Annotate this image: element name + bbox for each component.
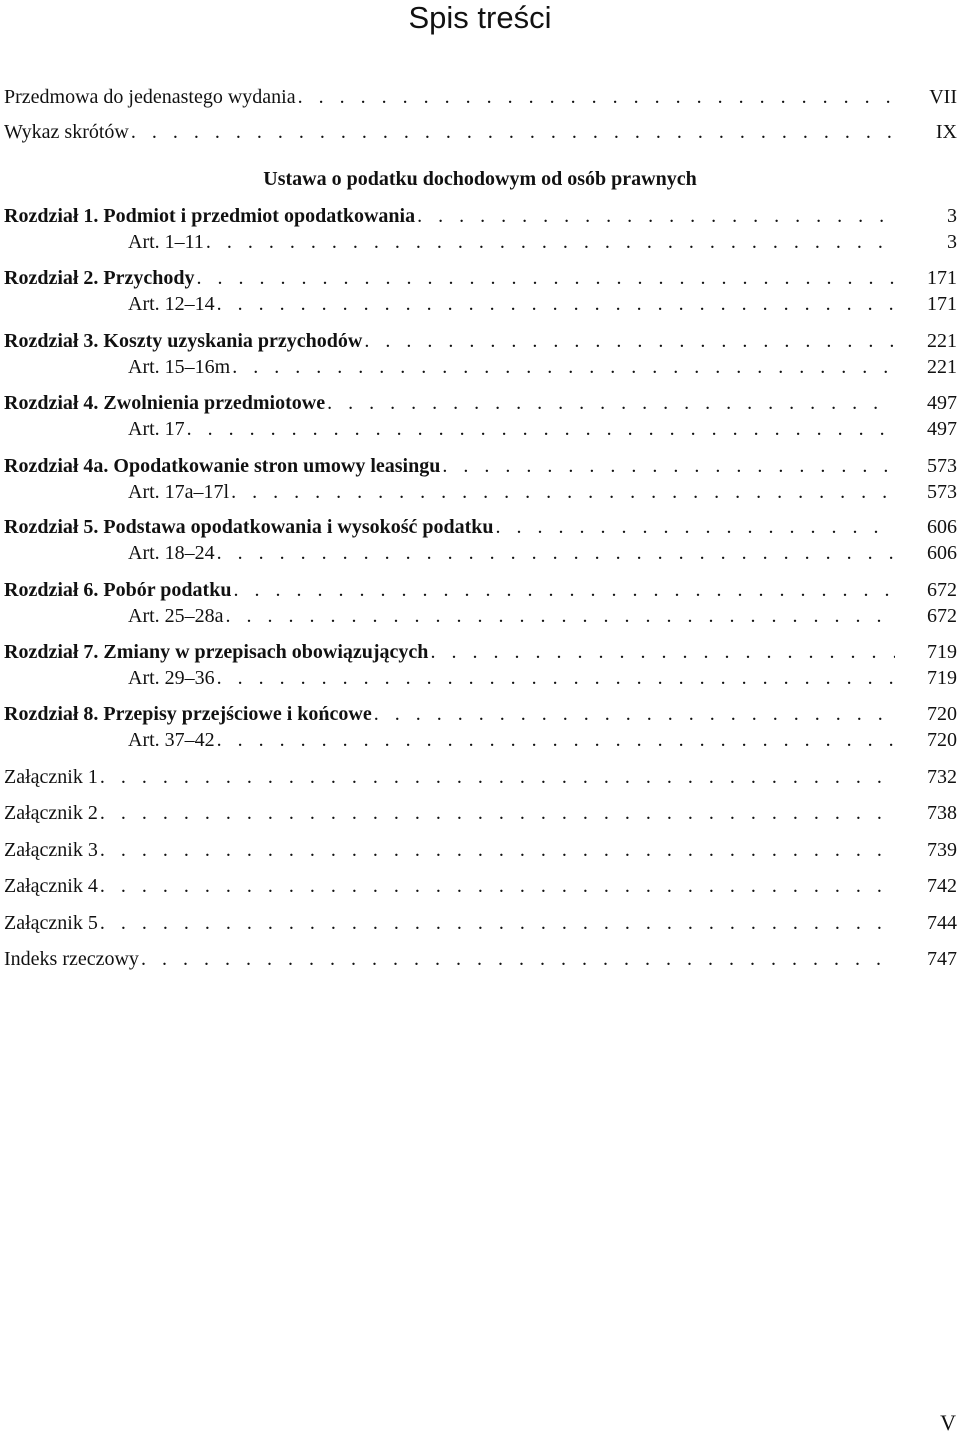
toc-entry-articles-8[interactable]	[128, 727, 957, 753]
toc-entry-chapter-6[interactable]	[4, 577, 957, 603]
toc-entry-label: Przedmowa do jedenastego wydania	[4, 86, 296, 108]
page-title: Spis treści	[408, 0, 552, 35]
toc-entry-abbreviations[interactable]	[4, 119, 957, 145]
toc-entry-label: Załącznik 3	[4, 839, 98, 861]
dot-leader	[215, 665, 895, 691]
toc-entry-chapter-5[interactable]	[4, 514, 957, 540]
dot-leader	[185, 416, 895, 442]
toc-entry-label: Art. 17a–17l	[128, 481, 230, 503]
toc-entry-chapter-7[interactable]	[4, 639, 957, 665]
toc-entry-label: Art. 17	[128, 418, 185, 440]
toc-entry-label: Rozdział 4. Zwolnienia przedmiotowe	[4, 392, 326, 414]
toc-page-number: 606	[927, 542, 957, 564]
dot-leader	[494, 514, 895, 540]
dot-leader	[231, 577, 895, 603]
toc-page-number: 221	[927, 356, 957, 378]
toc-entry-annex-2[interactable]	[4, 800, 957, 826]
toc-entry-articles-7[interactable]	[128, 665, 957, 691]
toc-entry-articles-4[interactable]	[128, 416, 957, 442]
toc-entry-label: Rozdział 3. Koszty uzyskania przychodów	[4, 330, 363, 352]
toc-entry-label: Załącznik 4	[4, 875, 98, 897]
toc-page-number: 719	[927, 667, 957, 689]
toc-entry-label: Art. 29–36	[128, 667, 215, 689]
toc-page-number: 171	[927, 293, 957, 315]
toc-entry-index[interactable]	[4, 946, 957, 972]
toc-entry-chapter-4[interactable]	[4, 390, 957, 416]
toc-page-number: 672	[927, 579, 957, 601]
dot-leader	[98, 800, 895, 826]
dot-leader	[98, 837, 895, 863]
toc-entry-articles-6[interactable]	[128, 603, 957, 629]
dot-leader	[204, 229, 895, 255]
dot-leader	[215, 727, 895, 753]
toc-entry-articles-3[interactable]	[128, 354, 957, 380]
toc-entry-chapter-8[interactable]	[4, 701, 957, 727]
toc-entry-label: Rozdział 8. Przepisy przejściowe i końcowe	[4, 703, 372, 725]
toc-entry-label: Art. 1–11	[128, 231, 204, 253]
page-folio: V	[940, 1410, 956, 1435]
dot-leader	[325, 390, 895, 416]
dot-leader	[229, 479, 895, 505]
dot-leader	[98, 910, 895, 936]
dot-leader	[98, 873, 895, 899]
toc-entry-label: Rozdział 4a. Opodatkowanie stron umowy leasingu	[4, 455, 441, 477]
section-heading: Ustawa o podatku dochodowym od osób prawnych	[263, 168, 697, 190]
dot-leader	[372, 701, 895, 727]
dot-leader	[215, 291, 895, 317]
dot-leader	[428, 639, 895, 665]
dot-leader	[129, 119, 895, 145]
dot-leader	[415, 203, 895, 229]
toc-page-number: 573	[927, 481, 957, 503]
toc-page-number: 744	[927, 912, 957, 934]
toc-entry-preface[interactable]	[4, 84, 957, 110]
dot-leader	[98, 764, 895, 790]
toc-entry-label: Załącznik 1	[4, 766, 98, 788]
toc-entry-label: Art. 12–14	[128, 293, 215, 315]
toc-page-number: 732	[927, 766, 957, 788]
toc-page-number: 497	[927, 418, 957, 440]
toc-page-number: 606	[927, 516, 957, 538]
toc-entry-chapter-3[interactable]	[4, 328, 957, 354]
toc-page-number: 739	[927, 839, 957, 861]
toc-entry-articles-4a[interactable]	[128, 479, 957, 505]
toc-entry-label: Art. 15–16m	[128, 356, 231, 378]
toc-entry-label: Art. 25–28a	[128, 605, 224, 627]
dot-leader	[215, 540, 895, 566]
toc-entry-label: Indeks rzeczowy	[4, 948, 139, 970]
toc-entry-annex-5[interactable]	[4, 910, 957, 936]
toc-entry-annex-3[interactable]	[4, 837, 957, 863]
dot-leader	[230, 354, 895, 380]
dot-leader	[195, 265, 895, 291]
toc-entry-label: Rozdział 7. Zmiany w przepisach obowiązujących	[4, 641, 429, 663]
dot-leader	[440, 453, 895, 479]
toc-entry-label: Rozdział 5. Podstawa opodatkowania i wysokość podatku	[4, 516, 494, 538]
toc-page-number: 171	[927, 267, 957, 289]
toc-entry-label: Załącznik 5	[4, 912, 98, 934]
toc-entry-label: Art. 18–24	[128, 542, 215, 564]
toc-entry-chapter-2[interactable]	[4, 265, 957, 291]
toc-entry-label: Wykaz skrótów	[4, 121, 129, 143]
toc-page-number: 719	[927, 641, 957, 663]
toc-page-number: 3	[947, 231, 957, 253]
toc-entry-label: Rozdział 1. Podmiot i przedmiot opodatkowania	[4, 205, 416, 227]
toc-entry-chapter-4a[interactable]	[4, 453, 957, 479]
dot-leader	[362, 328, 895, 354]
toc-entry-articles-2[interactable]	[128, 291, 957, 317]
toc-entry-articles-5[interactable]	[128, 540, 957, 566]
toc-page-number: 221	[927, 330, 957, 352]
dot-leader	[139, 946, 895, 972]
toc-page-number: VII	[929, 86, 957, 108]
dot-leader	[296, 84, 895, 110]
toc-page-number: 738	[927, 802, 957, 824]
dot-leader	[224, 603, 895, 629]
toc-page-number: 747	[927, 948, 957, 970]
toc-entry-label: Rozdział 6. Pobór podatku	[4, 579, 232, 601]
toc-page-number: 573	[927, 455, 957, 477]
toc-page-number: 720	[927, 703, 957, 725]
toc-page-number: 3	[947, 205, 957, 227]
toc-entry-annex-1[interactable]	[4, 764, 957, 790]
toc-page-number: 672	[927, 605, 957, 627]
toc-entry-chapter-1[interactable]	[4, 203, 957, 229]
toc-entry-label: Załącznik 2	[4, 802, 98, 824]
toc-entry-label: Rozdział 2. Przychody	[4, 267, 195, 289]
toc-page-number: 742	[927, 875, 957, 897]
toc-page-number: 497	[927, 392, 957, 414]
toc-page-number: 720	[927, 729, 957, 751]
toc-entry-annex-4[interactable]	[4, 873, 957, 899]
toc-page-number: IX	[935, 121, 957, 143]
toc-entry-label: Art. 37–42	[128, 729, 215, 751]
toc-entry-articles-1[interactable]	[128, 229, 957, 255]
